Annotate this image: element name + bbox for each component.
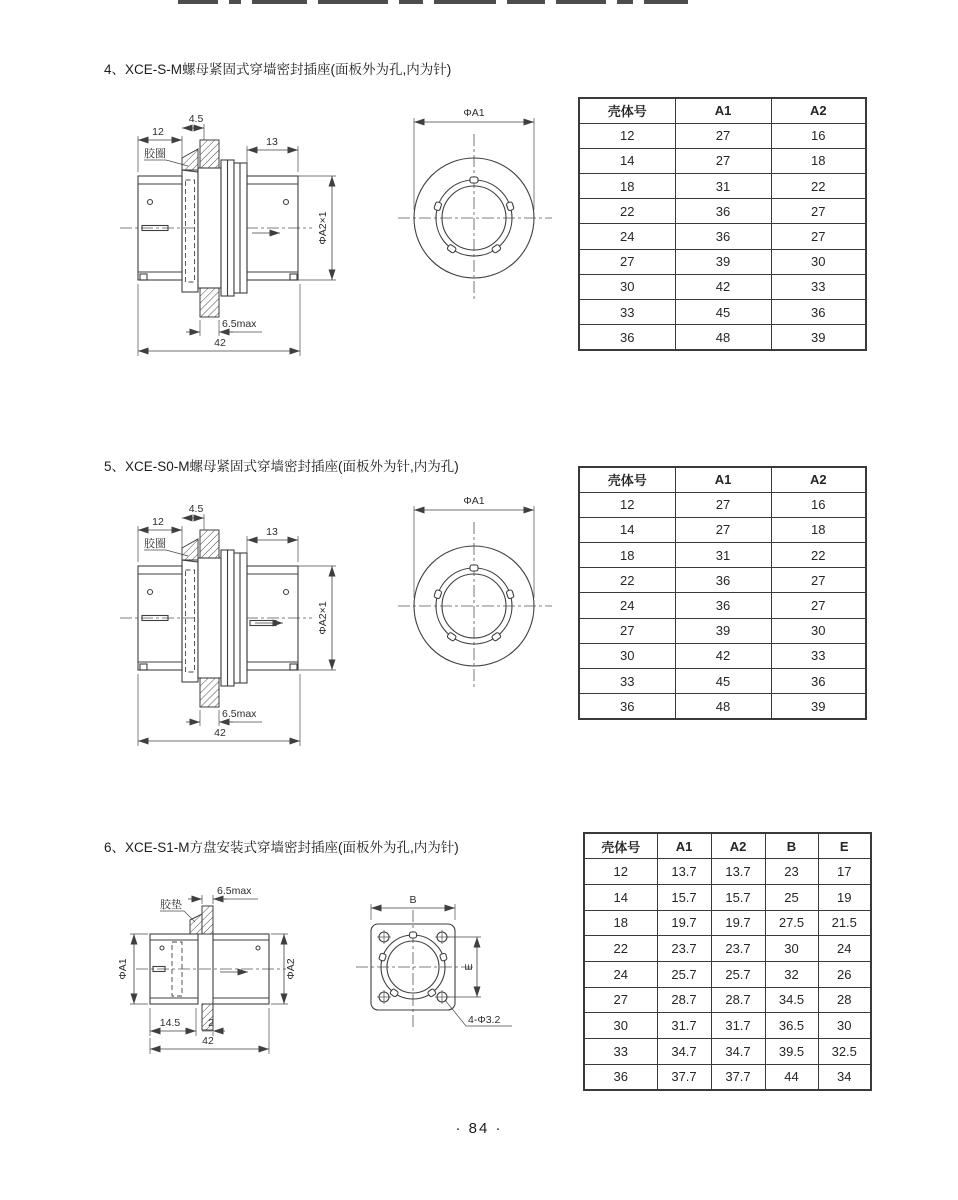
table-cell: 48 [675, 325, 771, 350]
table-cell: 36.5 [765, 1013, 818, 1039]
table-cell: 33 [579, 300, 675, 325]
table-cell: 27.5 [765, 910, 818, 936]
table-cell: 13.7 [711, 859, 765, 885]
gasket-shape [182, 149, 198, 172]
thread-label: ΦA2×1 [317, 601, 329, 635]
table-cell: 19.7 [711, 910, 765, 936]
table-cell: 30 [771, 618, 866, 643]
panel-wall-bottom [200, 678, 219, 707]
table-cell: 23.7 [711, 936, 765, 962]
dim-4-5: 4.5 [188, 503, 204, 515]
table-cell: 36 [579, 325, 675, 350]
table-cell: 27 [771, 199, 866, 224]
table-cell: 36 [675, 593, 771, 618]
table-row [584, 1013, 871, 1039]
table-cell: 27 [579, 249, 675, 274]
dim-14-5: 14.5 [159, 1017, 181, 1029]
table-header-cell: A2 [771, 467, 866, 492]
dim-12: 12 [152, 516, 164, 528]
table-cell: 14 [584, 884, 657, 910]
table-row [579, 300, 866, 325]
table-cell: 36 [675, 199, 771, 224]
table-cell: 17 [818, 859, 871, 885]
table-cell: 34.7 [711, 1039, 765, 1065]
table-cell: 24 [579, 593, 675, 618]
table-cell: 22 [771, 543, 866, 568]
dim-42: 42 [214, 337, 226, 349]
table-row [579, 517, 866, 542]
mounting-hole-label: 4-Φ3.2 [468, 1014, 501, 1026]
table-cell: 27 [675, 123, 771, 148]
table-cell: 48 [675, 694, 771, 719]
front-diameter-label: ΦA1 [463, 495, 485, 507]
table-row [584, 1039, 871, 1065]
table-cell: 39 [771, 694, 866, 719]
table-cell: 14 [579, 148, 675, 173]
table-cell: 24 [584, 961, 657, 987]
table-cell: 27 [675, 148, 771, 173]
section6-cross-section-drawing [106, 868, 336, 1078]
section4-title: 4、XCE-S-M螺母紧固式穿墙密封插座(面板外为孔,内为针) [104, 62, 452, 77]
connector-cross-section [117, 885, 297, 1054]
table-cell: 18 [771, 148, 866, 173]
table-cell: 39 [675, 249, 771, 274]
table-cell: 14 [579, 517, 675, 542]
table-row [579, 618, 866, 643]
dim-6-5max: 6.5max [222, 708, 257, 720]
panel-wall-top [200, 140, 219, 168]
connector-front-view [398, 107, 552, 302]
dim-6-5max: 6.5max [222, 318, 257, 330]
table-cell: 16 [771, 123, 866, 148]
table-cell: 27 [584, 987, 657, 1013]
front-diameter-label: ΦA1 [463, 107, 485, 119]
table-cell: 45 [675, 669, 771, 694]
table-cell: 39.5 [765, 1039, 818, 1065]
section5-cross-section-drawing [100, 496, 360, 756]
table-cell: 28 [818, 987, 871, 1013]
table-cell: 18 [771, 517, 866, 542]
table-cell: 22 [584, 936, 657, 962]
table-cell: 32.5 [818, 1039, 871, 1065]
table-cell: 45 [675, 300, 771, 325]
dia-left-label: ΦA1 [117, 958, 129, 980]
section5-front-view-drawing [384, 488, 564, 693]
section4-front-view-drawing [384, 100, 564, 305]
connector-cross-section [120, 113, 336, 356]
table-cell: 30 [771, 249, 866, 274]
clipped-header-text [178, 0, 688, 6]
table-cell: 33 [584, 1039, 657, 1065]
table-row [579, 669, 866, 694]
table-cell: 30 [579, 274, 675, 299]
table-cell: 36 [584, 1064, 657, 1090]
table-cell: 34.7 [657, 1039, 711, 1065]
table-cell: 27 [771, 224, 866, 249]
table-header-row [579, 98, 866, 123]
table-cell: 19 [818, 884, 871, 910]
table-cell: 22 [771, 174, 866, 199]
dim-E: E [463, 963, 475, 971]
table-cell: 21.5 [818, 910, 871, 936]
table-cell: 18 [579, 174, 675, 199]
table-cell: 15.7 [657, 884, 711, 910]
table-header-cell: E [818, 833, 871, 859]
table-cell: 27 [675, 492, 771, 517]
table-cell: 30 [579, 643, 675, 668]
table-cell: 15.7 [711, 884, 765, 910]
table-row [579, 593, 866, 618]
table-cell: 34.5 [765, 987, 818, 1013]
dia-right-label: ΦA2 [285, 958, 297, 980]
table-row [579, 325, 866, 350]
gasket-shape [190, 914, 202, 934]
table-cell: 23.7 [657, 936, 711, 962]
section6-spec-table [583, 832, 872, 1091]
table-cell: 27 [675, 517, 771, 542]
table-header-cell: 壳体号 [579, 98, 675, 123]
table-cell: 28.7 [711, 987, 765, 1013]
connector-cross-section [120, 503, 336, 746]
table-row [579, 174, 866, 199]
table-cell: 22 [579, 568, 675, 593]
table-cell: 30 [818, 1013, 871, 1039]
panel-wall-top [202, 906, 213, 934]
dim-2: 2 [208, 1017, 214, 1029]
table-cell: 36 [771, 669, 866, 694]
table-header-cell: A1 [675, 467, 771, 492]
table-cell: 42 [675, 274, 771, 299]
gasket-shape [182, 539, 198, 562]
table-cell: 39 [675, 618, 771, 643]
table-cell: 25 [765, 884, 818, 910]
table-cell: 36 [675, 568, 771, 593]
table-row [579, 123, 866, 148]
square-flange-front-view [356, 894, 512, 1030]
table-row [579, 199, 866, 224]
dim-42: 42 [202, 1035, 214, 1047]
table-cell: 31.7 [711, 1013, 765, 1039]
table-row [584, 1064, 871, 1090]
gasket-label: 胶垫 [160, 899, 182, 911]
table-cell: 30 [584, 1013, 657, 1039]
dim-6-5max: 6.5max [217, 885, 252, 897]
table-row [579, 249, 866, 274]
table-cell: 31 [675, 174, 771, 199]
table-cell: 31.7 [657, 1013, 711, 1039]
dim-12: 12 [152, 126, 164, 138]
table-cell: 36 [675, 224, 771, 249]
table-row [579, 643, 866, 668]
table-header-cell: 壳体号 [584, 833, 657, 859]
table-cell: 31 [675, 543, 771, 568]
table-header-cell: A2 [711, 833, 765, 859]
table-cell: 12 [579, 492, 675, 517]
table-cell: 16 [771, 492, 866, 517]
table-cell: 39 [771, 325, 866, 350]
table-cell: 33 [771, 274, 866, 299]
table-header-cell: B [765, 833, 818, 859]
table-row [584, 987, 871, 1013]
table-cell: 44 [765, 1064, 818, 1090]
dim-B: B [409, 894, 417, 906]
table-cell: 36 [579, 694, 675, 719]
section6-front-view-drawing [348, 880, 548, 1050]
table-cell: 26 [818, 961, 871, 987]
table-row [579, 694, 866, 719]
table-cell: 34 [818, 1064, 871, 1090]
connector-front-view [398, 495, 552, 690]
gasket-label: 胶圈 [144, 538, 166, 550]
page-number: · 84 · [455, 1120, 503, 1137]
gasket-label: 胶圈 [144, 148, 166, 160]
table-cell: 37.7 [711, 1064, 765, 1090]
panel-wall-top [200, 530, 219, 558]
table-cell: 24 [818, 936, 871, 962]
table-row [584, 936, 871, 962]
dim-13: 13 [266, 136, 278, 148]
table-cell: 42 [675, 643, 771, 668]
table-header-cell: A2 [771, 98, 866, 123]
table-header-row [579, 467, 866, 492]
thread-label: ΦA2×1 [317, 211, 329, 245]
table-cell: 27 [771, 568, 866, 593]
table-cell: 19.7 [657, 910, 711, 936]
table-row [579, 568, 866, 593]
table-header-row [584, 833, 871, 859]
dim-42: 42 [214, 727, 226, 739]
table-row [579, 224, 866, 249]
table-row [584, 884, 871, 910]
table-cell: 33 [771, 643, 866, 668]
table-row [579, 274, 866, 299]
table-row [584, 910, 871, 936]
table-header-cell: 壳体号 [579, 467, 675, 492]
panel-wall-bottom [200, 288, 219, 317]
section4-spec-table [578, 97, 867, 351]
table-cell: 36 [771, 300, 866, 325]
dim-13: 13 [266, 526, 278, 538]
table-header-cell: A1 [675, 98, 771, 123]
table-cell: 28.7 [657, 987, 711, 1013]
table-header-cell: A1 [657, 833, 711, 859]
table-cell: 12 [584, 859, 657, 885]
table-cell: 25.7 [711, 961, 765, 987]
section6-title: 6、XCE-S1-M方盘安装式穿墙密封插座(面板外为孔,内为针) [104, 840, 459, 855]
table-cell: 13.7 [657, 859, 711, 885]
table-cell: 23 [765, 859, 818, 885]
table-row [579, 543, 866, 568]
table-cell: 22 [579, 199, 675, 224]
table-cell: 24 [579, 224, 675, 249]
table-row [584, 859, 871, 885]
table-row [584, 961, 871, 987]
dim-4-5: 4.5 [188, 113, 204, 125]
section5-spec-table [578, 466, 867, 720]
section4-cross-section-drawing [100, 106, 360, 366]
table-cell: 30 [765, 936, 818, 962]
table-cell: 27 [579, 618, 675, 643]
table-cell: 27 [771, 593, 866, 618]
table-row [579, 492, 866, 517]
table-cell: 12 [579, 123, 675, 148]
table-cell: 18 [579, 543, 675, 568]
table-cell: 32 [765, 961, 818, 987]
section5-title: 5、XCE-S0-M螺母紧固式穿墙密封插座(面板外为针,内为孔) [104, 459, 459, 474]
table-cell: 37.7 [657, 1064, 711, 1090]
table-row [579, 148, 866, 173]
table-cell: 33 [579, 669, 675, 694]
table-cell: 18 [584, 910, 657, 936]
table-cell: 25.7 [657, 961, 711, 987]
